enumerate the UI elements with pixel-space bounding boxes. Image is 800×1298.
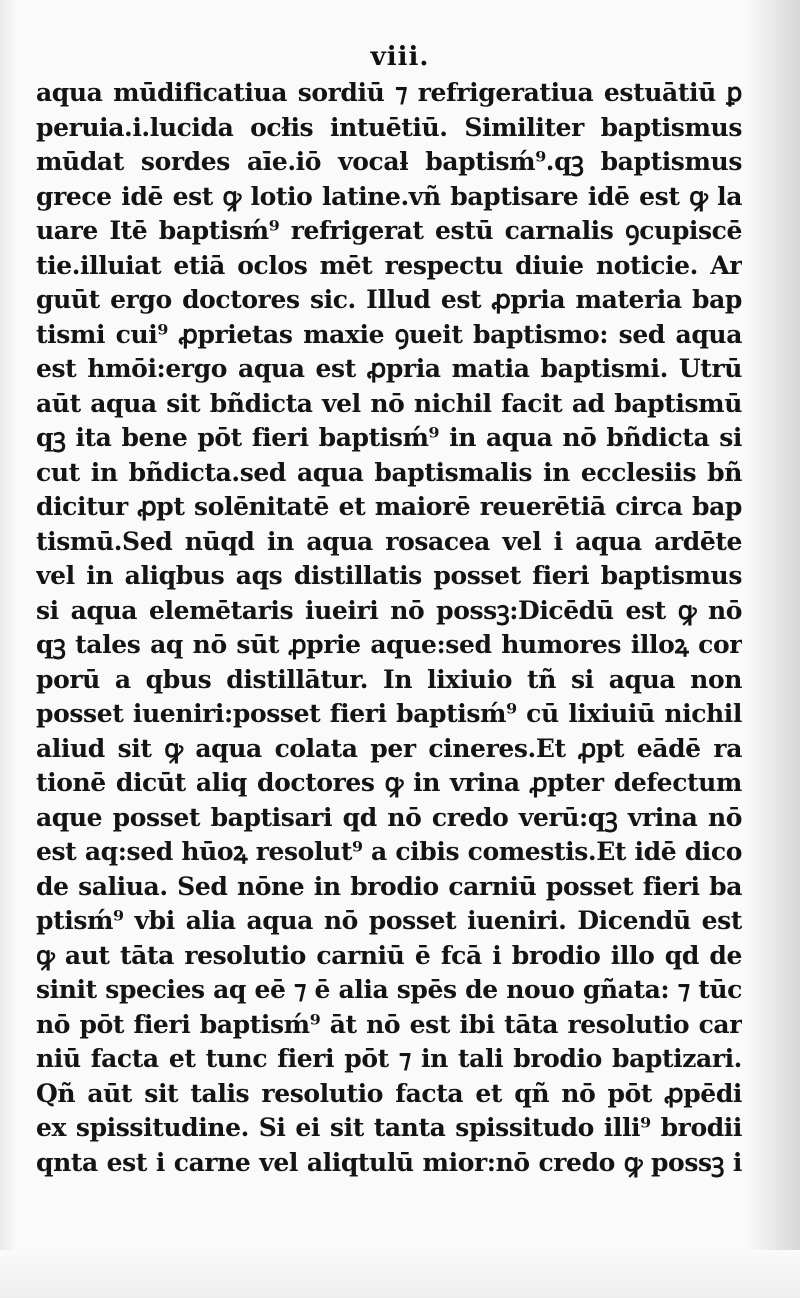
text-line: qnta est i carne vel aliqtulū mior:nō credo ꝙ possꝫ i [36, 1147, 742, 1177]
text-line: sinit species aq eē ⁊ ē alia spēs de nouo gñata: ⁊ tūc [36, 975, 742, 1004]
text-line: de saliua. Sed nōne in brodio carniū posset fieri ba [36, 871, 742, 901]
text-line: tionē dicūt aliq doctores ꝙ in vrina ꝓpter defectum [36, 768, 742, 797]
text-line: ptisḿ⁹ vbi alia aqua nō posset iueniri. Dicendū est [36, 906, 742, 935]
text-line: nō pōt fieri baptisḿ⁹ āt nō est ibi tāta resolutio car [36, 1009, 742, 1039]
folio-number: viii. [370, 42, 430, 72]
text-line: cut in bñdicta.sed aqua baptismalis in ecclesiis bñ [36, 457, 742, 487]
text-block [36, 76, 742, 1180]
text-line: tismi cui⁹ ꝓprietas maxie ꝯueit baptismo: sed aqua [36, 319, 742, 349]
text-line: posset iueniri:posset fieri baptisḿ⁹ cū lixiuiū nichil [36, 699, 742, 728]
page-right-shadow [744, 0, 800, 1298]
text-line: porū a qbus distillātur. In lixiuio tñ si aqua non [36, 664, 742, 694]
text-line: dicitur ꝓpt solēnitatē et maiorē reuerētiā circa bap [36, 492, 742, 521]
text-line: aqua mūdificatiua sordiū ⁊ refrigeratiua estuātiū ꝑ [36, 78, 742, 107]
text-line: ꝙ aut tāta resolutio carniū ē fcā i brodio illo qd de [36, 940, 742, 970]
text-line: si aqua elemētaris iueiri nō possꝫ:Dicēdū est ꝙ nō [36, 595, 742, 625]
text-line: aliud sit ꝙ aqua colata per cineres.Et ꝓpt eādē ra [36, 733, 742, 763]
text-line: peruia.i.lucida ocłis intuētiū. Similiter baptismus [36, 112, 742, 142]
text-line: est hmōi:ergo aqua est ꝓpria matia baptismi. Utrū [36, 354, 742, 383]
text-line: grece idē est ꝙ lotio latine.vñ baptisare idē est ꝙ la [36, 181, 742, 211]
text-line: tismū.Sed nūqd in aqua rosacea vel i aqua ardēte [36, 526, 742, 556]
text-line: mūdat sordes aīe.iō vocaƚ baptisḿ⁹.qꝫ baptismus [36, 147, 742, 176]
text-line: qꝫ tales aq nō sūt ꝓprie aque:sed humores illoꝝ cor [36, 630, 742, 659]
text-line: ex spissitudine. Si ei sit tanta spissitudo illi⁹ brodii [36, 1113, 742, 1142]
text-line: qꝫ ita bene pōt fieri baptisḿ⁹ in aqua nō bñdicta si [36, 423, 742, 452]
page-bottom-shadow [0, 1250, 800, 1298]
text-line: guūt ergo doctores sic. Illud est ꝓpria materia bap [36, 285, 742, 314]
text-line: uare Itē baptisḿ⁹ refrigerat estū carnalis ꝯcupiscē [36, 216, 742, 245]
text-line: aūt aqua sit bñdicta vel nō nichil facit ad baptismū [36, 388, 742, 418]
text-line: aque posset baptisari qd nō credo verū:qꝫ vrina nō [36, 802, 742, 832]
text-line: est aq:sed hūoꝝ resolut⁹ a cibis comestis.Et idē dico [36, 837, 742, 866]
text-line: tie.illuiat etiā oclos mēt respectu diuie noticie. Ar [36, 250, 742, 280]
text-line: vel in aliqbus aqs distillatis posset fieri baptismus [36, 561, 742, 590]
page-left-shadow [0, 0, 16, 1298]
text-line: niū facta et tunc fieri pōt ⁊ in tali brodio baptizari. [36, 1044, 742, 1073]
text-line: Qñ aūt sit talis resolutio facta et qñ nō pōt ꝓpēdi [36, 1078, 742, 1108]
